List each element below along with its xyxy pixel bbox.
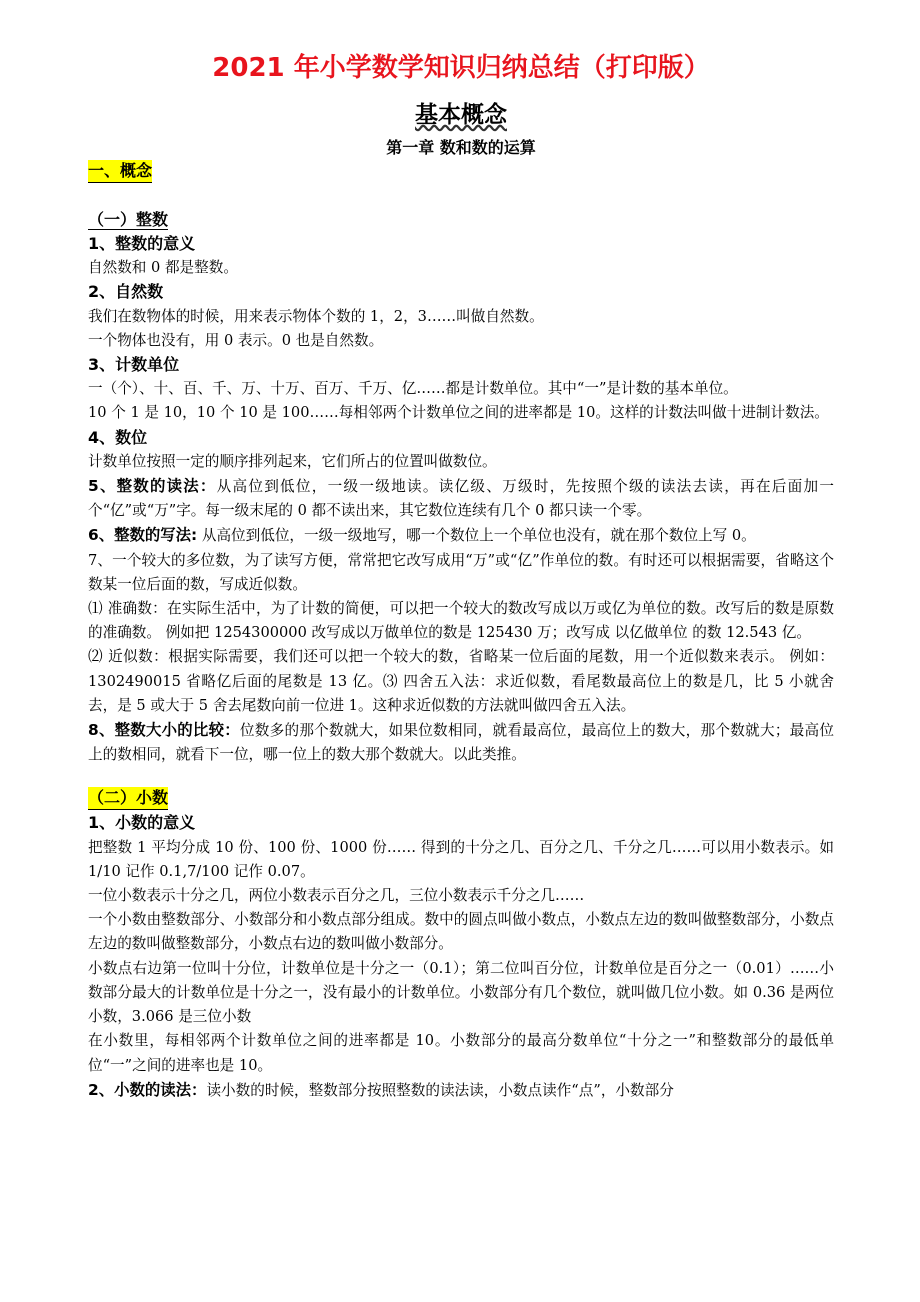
integers-item-6 <box>88 523 834 548</box>
decimals-item-1-text-e: 在小数里，每相邻两个计数单位之间的进率都是 10。小数部分的最高分数单位“十分之一”和整数部分的最低单位“一”之间的进率也是 10。 <box>88 1032 834 1074</box>
decimals-item-1-text-c: 一个小数由整数部分、小数部分和小数点部分组成。数中的圆点叫做小数点，小数点左边的数叫做整数部分，小数点左边的数叫做整数部分，小数点右边的数叫做小数部分。 <box>88 911 834 953</box>
integers-item-8 <box>88 718 834 767</box>
integers-item-1-heading: 1、整数的意义 <box>88 234 196 253</box>
integers-item-8-text: 位数多的那个数就大，如果位数相同，就看最高位，最高位上的数大，那个数就大；最高位上的数相同，就看下一位，哪一位上的数大那个数就大。以此类推。 <box>88 722 834 764</box>
integers-item-4-text: 计数单位按照一定的顺序排列起来，它们所占的位置叫做数位。 <box>88 452 497 470</box>
integers-item-7-approximate-number: ⑵ 近似数：根据实际需要，我们还可以把一个较大的数，省略某一位后面的尾数，用一个近似数来表示。 例如： 1302490015 省略亿后面的尾数是 13 亿。⑶ 四舍五入法：求近似数，看尾数最高位上的数是几，比 5 小就舍去，是 5 或大于 5 舍去尾数向前一位进 1。这种求近似数的方法就叫做四舍五入法。 <box>88 648 834 714</box>
decimals-item-1-heading: 1、小数的意义 <box>88 813 196 833</box>
integers-item-2-text-b: 一个物体也没有，用 0 表示。0 也是自然数。 <box>88 331 384 349</box>
integers-item-2-heading: 2、自然数 <box>88 282 164 302</box>
integers-item-6-text: 从高位到低位，一级一级地写，哪一个数位上一个单位也没有，就在那个数位上写 0。 <box>197 527 756 545</box>
decimals-item-1-text-d: 小数点右边第一位叫十分位，计数单位是十分之一（0.1）；第二位叫百分位，计数单位是百分之一（0.01）……小数部分最大的计数单位是十分之一，没有最小的计数单位。小数部分有几个数位，就叫做几位小数。如 0.36 是两位小数，3.066 是三位小数 <box>88 959 834 1026</box>
decimals-heading: （二）小数 <box>88 787 168 810</box>
subtitle-text: 基本概念 <box>415 102 507 128</box>
integers-item-7-exact-number: ⑴ 准确数：在实际生活中，为了计数的简便，可以把一个较大的数改写成以万或亿为单位的数。改写后的数是原数的准确数。 例如把 1254300000 改写成以万做单位的数是 125430 万；改写成 以亿做单位 的数 12.543 亿。 <box>88 600 834 642</box>
decimals-item-2 <box>88 1078 834 1103</box>
integers-item-3-text-a: 一（个）、十、百、千、万、十万、百万、千万、亿……都是计数单位。其中“一”是计数的基本单位。 <box>88 380 738 398</box>
integers-item-1-text: 自然数和 0 都是整数。 <box>88 259 238 277</box>
integers-item-2-text-a: 我们在数物体的时候，用来表示物体个数的 1，2，3……叫做自然数。 <box>88 307 544 325</box>
section-heading-concepts: 一、概念 <box>88 160 152 183</box>
integers-item-3-heading: 3、计数单位 <box>88 355 180 375</box>
integers-heading-text: （一）整数 <box>88 210 169 229</box>
integers-item-5-heading: 5、整数的读法： <box>88 477 217 496</box>
integers-item-3-text-b: 10 个 1 是 10，10 个 10 是 100……每相邻两个计数单位之间的进率都是 10。这样的计数法叫做十进制计数法。 <box>88 404 829 422</box>
integers-item-6-heading: 6、整数的写法: <box>88 526 198 545</box>
decimals-item-1-text-a: 把整数 1 平均分成 10 份、100 份、1000 份…… 得到的十分之几、百分之几、千分之几……可以用小数表示。如 1/10 记作 0.1,7/100 记作 0.07。 <box>88 838 834 880</box>
section-heading-row <box>88 160 834 184</box>
spacer <box>88 184 834 208</box>
decimals-item-2-heading: 2、小数的读法： <box>88 1080 207 1099</box>
decimals-item-2-text: 读小数的时候，整数部分按照整数的读法读，小数点读作“点”，小数部分 <box>206 1081 674 1099</box>
integers-item-5-text: 从高位到低位，一级一级地读。读亿级、万级时，先按照个级的读法去读，再在后面加一个“亿”或“万”字。每一级末尾的 0 都不读出来，其它数位连续有几个 0 都只读一个零。 <box>88 478 834 520</box>
spacer <box>88 767 834 787</box>
integers-heading <box>88 208 834 232</box>
document-subtitle <box>88 98 834 132</box>
integers-item-5 <box>88 474 834 523</box>
decimals-heading-row <box>88 787 834 811</box>
integers-item-8-heading: 8、整数大小的比较： <box>88 721 240 740</box>
chapter-title: 第一章 数和数的运算 <box>386 138 536 157</box>
decimals-item-1-text-b: 一位小数表示十分之几，两位小数表示百分之几，三位小数表示千分之几…… <box>88 887 585 905</box>
document-title: 2021 年小学数学知识归纳总结（打印版） <box>212 53 710 83</box>
integers-item-7-text: 7、一个较大的多位数，为了读写方便，常常把它改写成用“万”或“亿”作单位的数。有时还可以根据需要，省略这个数某一位后面的数，写成近似数。 <box>88 551 834 593</box>
integers-item-4-heading: 4、数位 <box>88 427 148 447</box>
